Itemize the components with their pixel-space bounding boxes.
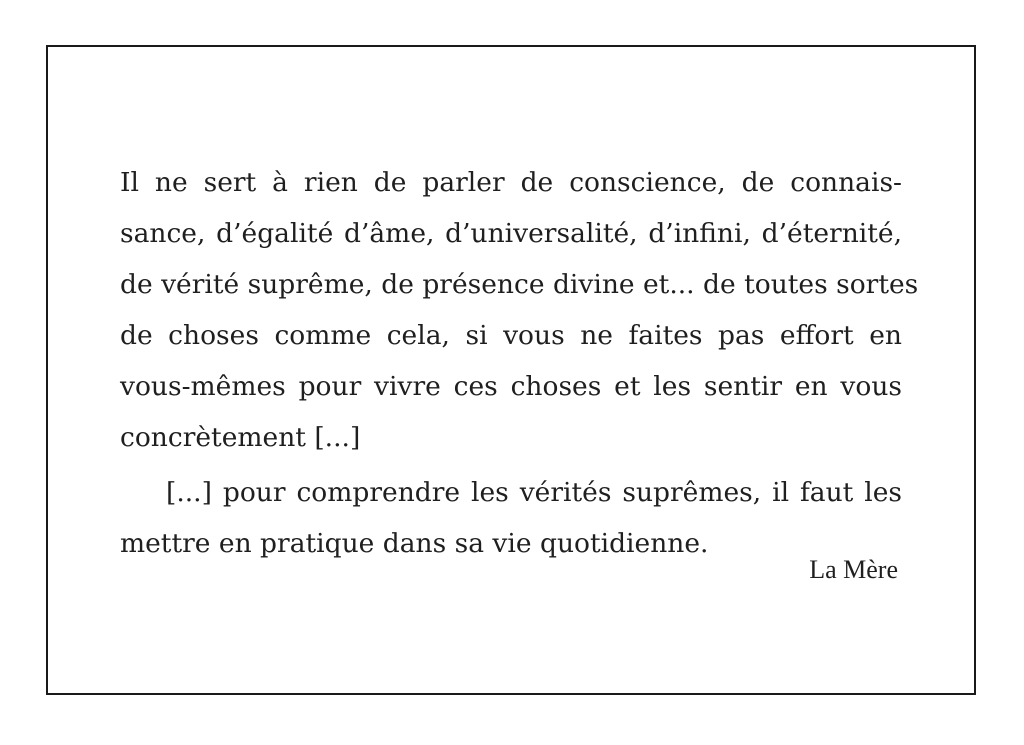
quote-text: [120, 157, 919, 569]
quote-line: de choses comme cela, si vous ne faites pas effort en: [120, 320, 902, 351]
paragraph-2: [120, 467, 902, 569]
quote-line: Il ne sert à rien de parler de conscience, de connais-: [120, 167, 902, 198]
quote-line: concrètement [...]: [120, 422, 361, 453]
quote-author: La Mère: [809, 555, 898, 584]
quote-line: de vérité suprême, de présence divine et... de toutes sortes: [120, 269, 919, 300]
quote-line: [...] pour comprendre les vérités suprêmes, il faut les: [166, 477, 902, 508]
quote-line: vous-mêmes pour vivre ces choses et les sentir en vous: [120, 371, 902, 402]
quote-card: [46, 45, 976, 695]
quote-line: sance, d’égalité d’âme, d’universalité, d’infini, d’éternité,: [120, 218, 902, 249]
paragraph-1: [120, 157, 919, 463]
quote-line: mettre en pratique dans sa vie quotidienne.: [120, 528, 709, 559]
